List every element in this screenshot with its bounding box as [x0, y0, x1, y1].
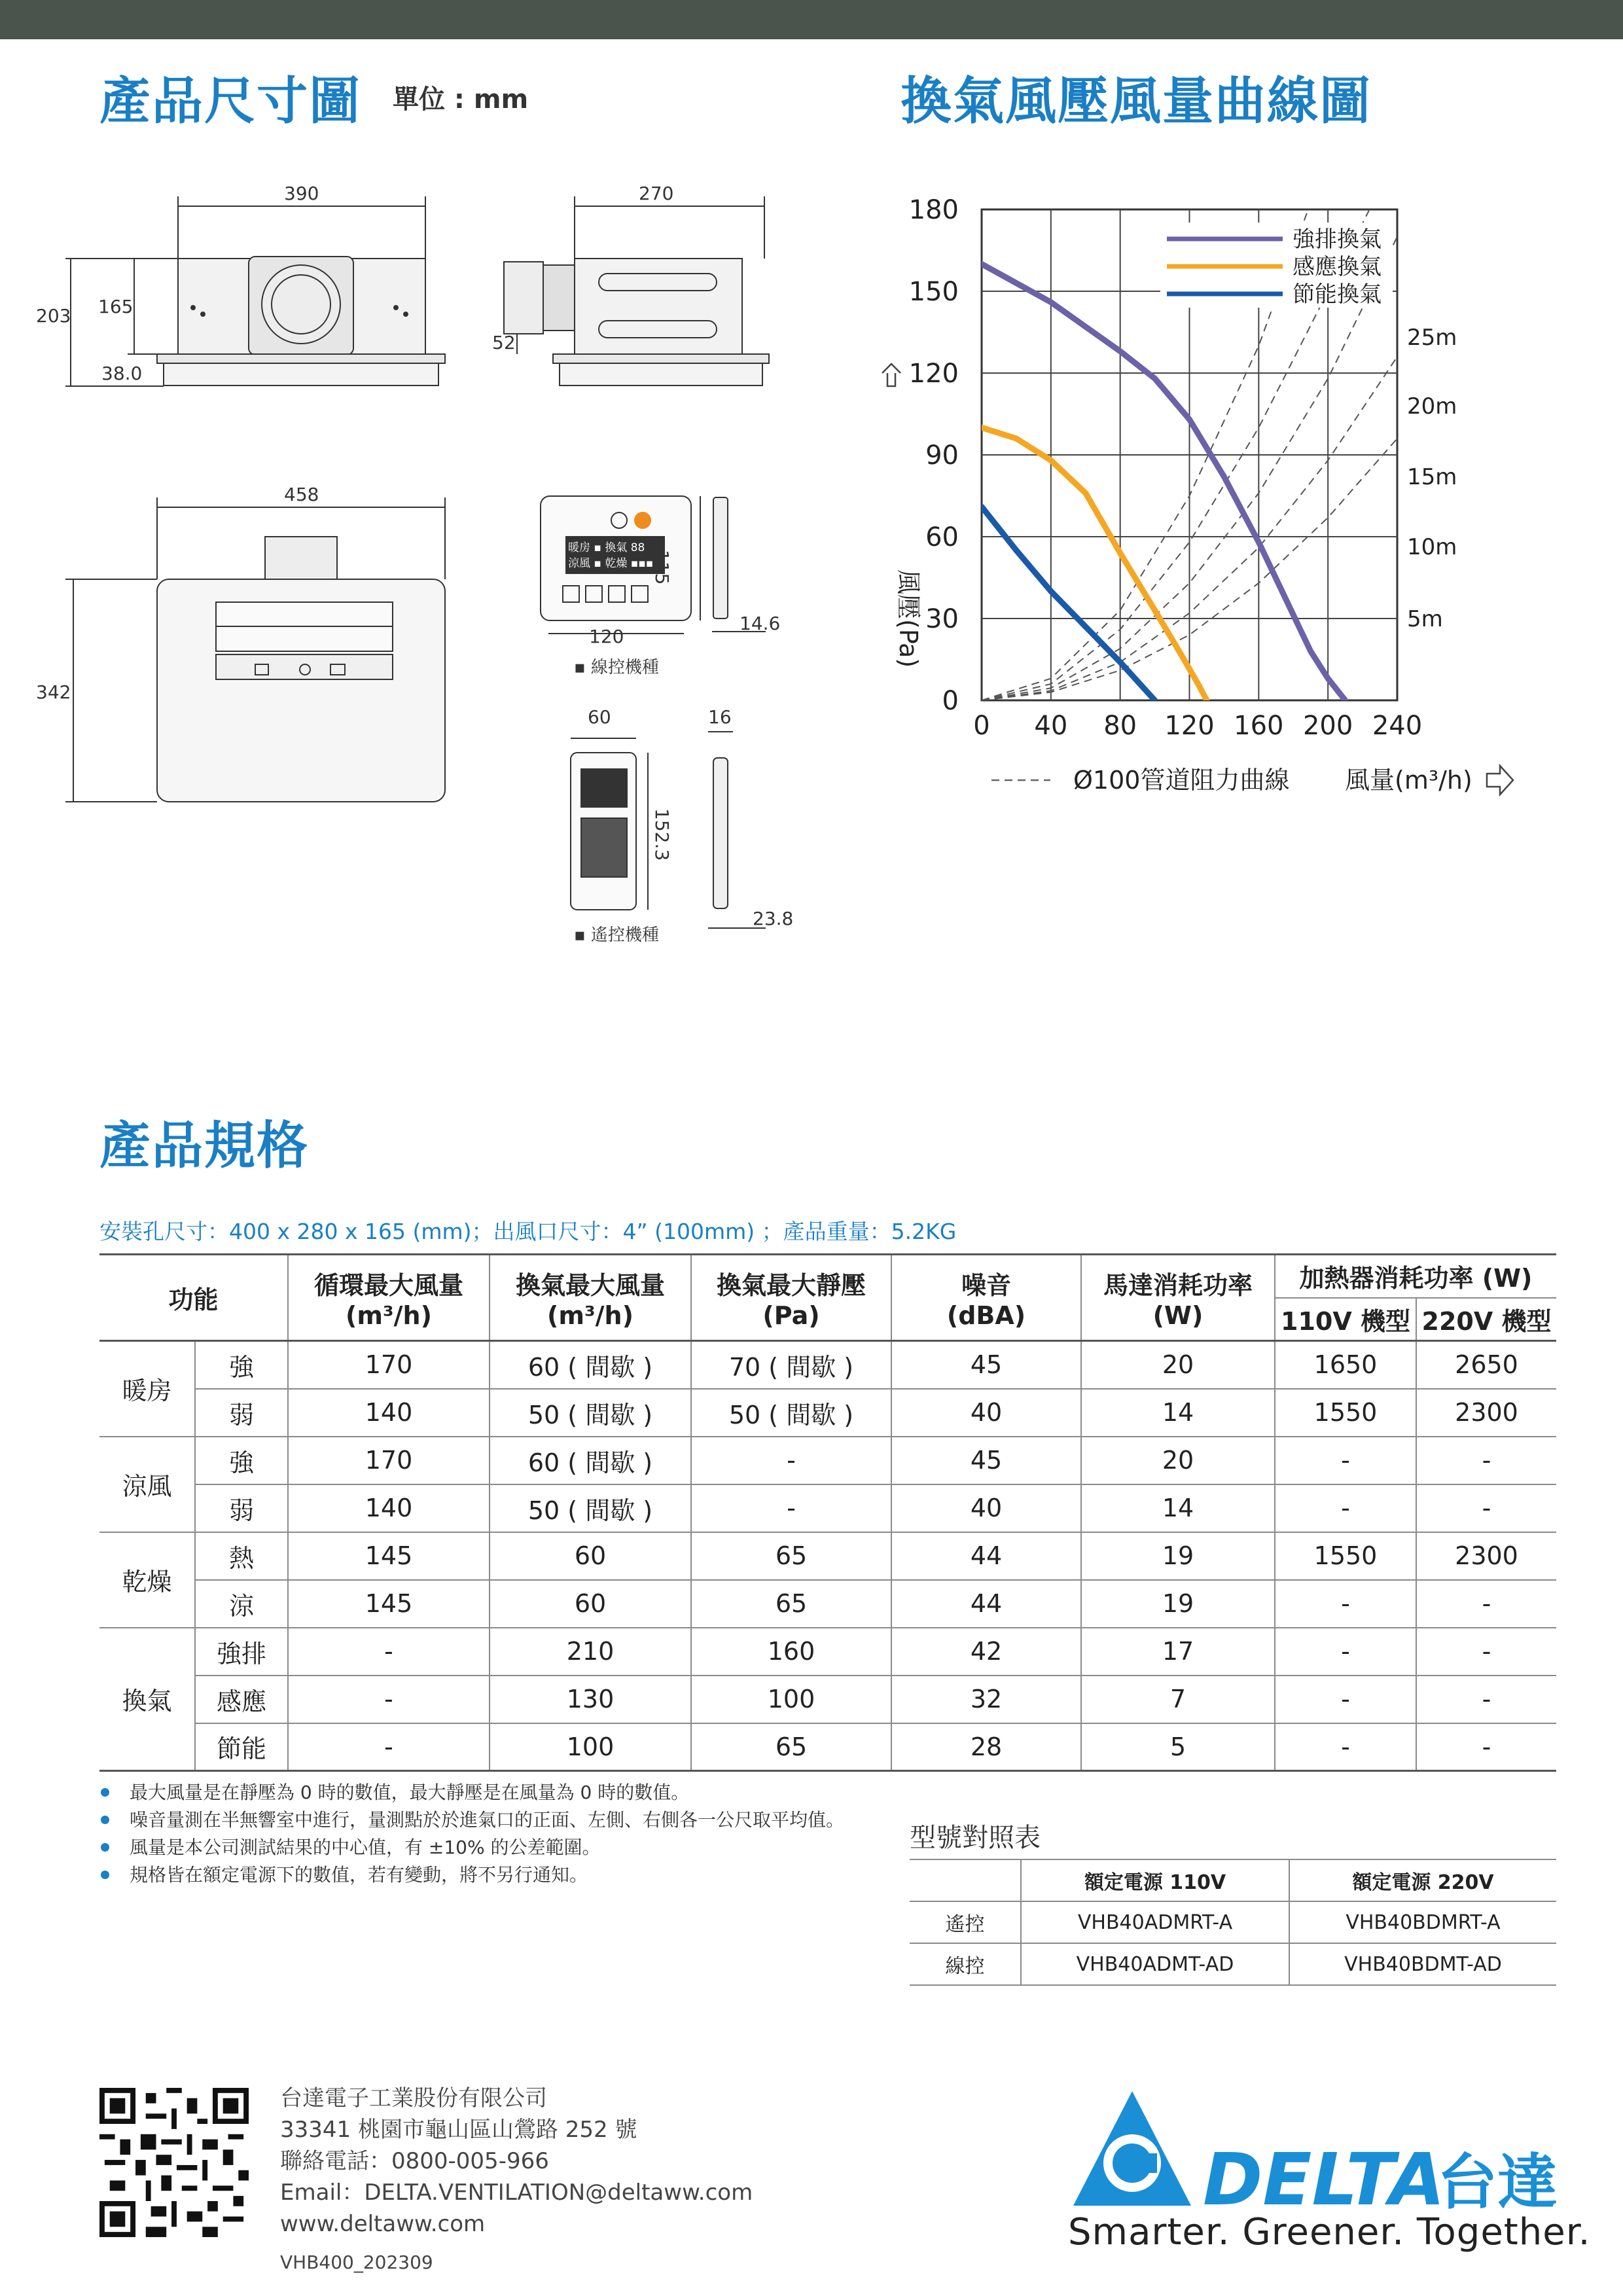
cell-static: 65 — [691, 1580, 891, 1628]
cell-motor: 7 — [1081, 1676, 1275, 1723]
cell-vent: 210 — [490, 1628, 691, 1676]
table-row — [99, 1676, 1556, 1723]
legend-label: 節能換氣 — [1293, 281, 1382, 308]
legend-label: 強排換氣 — [1293, 226, 1382, 253]
dim-203: 203 — [36, 305, 71, 327]
group-label: 暖房 — [99, 1341, 195, 1437]
dim-270: 270 — [639, 183, 674, 204]
cell-circ: 145 — [288, 1532, 490, 1580]
cell-h220: - — [1416, 1437, 1556, 1484]
cell-mode: 節能 — [195, 1723, 288, 1771]
dim-16: 16 — [708, 706, 732, 728]
table-row — [99, 1437, 1556, 1484]
cell-vent: 130 — [490, 1676, 691, 1723]
dim-23-8: 23.8 — [753, 908, 794, 929]
dim-390: 390 — [284, 183, 319, 204]
cell-h220: - — [1416, 1723, 1556, 1771]
dim-52: 52 — [492, 332, 516, 353]
dimensions-title: 產品尺寸圖 — [99, 72, 362, 131]
cell-mode: 強 — [195, 1437, 288, 1484]
note-4: 規格皆在額定電源下的數值，若有變動，將不另行通知。 — [99, 1861, 844, 1889]
cell-vent: 50 ( 間歇 ) — [490, 1389, 691, 1437]
th-vent: 換氣最大風量 (m³/h) — [490, 1255, 691, 1341]
table-row — [99, 1484, 1556, 1532]
th-noise: 噪音 (dBA) — [891, 1255, 1081, 1341]
cell-h110: - — [1275, 1676, 1416, 1723]
cell-h220: - — [1416, 1580, 1556, 1628]
cell-h220: 2650 — [1416, 1341, 1556, 1389]
y-tick-label: 0 — [942, 686, 959, 716]
x-tick-label: 200 — [1302, 711, 1353, 741]
unit-label: 單位 : mm — [393, 84, 529, 115]
company-name: 台達電子工業股份有限公司 — [280, 2085, 547, 2111]
top-bar — [0, 0, 1623, 39]
th-220: 220V 機型 — [1416, 1298, 1556, 1341]
dim-165: 165 — [98, 296, 134, 317]
cell-motor: 17 — [1081, 1628, 1275, 1676]
series-line-0 — [982, 264, 1346, 700]
cell-vent: 60 — [490, 1532, 691, 1580]
x-tick-label: 240 — [1372, 711, 1423, 741]
group-label: 換氣 — [99, 1628, 195, 1771]
note-3: 風量是本公司測試結果的中心值，有 ±10% 的公差範圍。 — [99, 1834, 844, 1861]
cell-h110: 1550 — [1275, 1389, 1416, 1437]
cell-motor: 14 — [1081, 1484, 1275, 1532]
cell-motor: 19 — [1081, 1580, 1275, 1628]
resistance-legend-label: Ø100管道阻力曲線 — [1073, 766, 1290, 795]
th-110: 110V 機型 — [1275, 1298, 1416, 1341]
th-circ: 循環最大風量 (m³/h) — [288, 1255, 490, 1341]
cell-static: 65 — [691, 1532, 891, 1580]
resistance-label: 5m — [1407, 606, 1443, 632]
cell-vent: 60 ( 間歇 ) — [490, 1437, 691, 1484]
dim-120: 120 — [589, 626, 624, 647]
cell-h110: 1650 — [1275, 1341, 1416, 1389]
curve-title: 換氣風壓風量曲線圖 — [901, 72, 1372, 131]
wired-label: ▪ 線控機種 — [574, 658, 659, 677]
y-tick-label: 150 — [908, 277, 959, 307]
cell-circ: 170 — [288, 1341, 490, 1389]
cell-circ: - — [288, 1628, 490, 1676]
chart-y-label: 風壓(Pa) — [894, 569, 923, 668]
cell-static: 65 — [691, 1723, 891, 1771]
x-tick-label: 40 — [1034, 711, 1068, 741]
cell-motor: 14 — [1081, 1389, 1275, 1437]
cell-circ: - — [288, 1676, 490, 1723]
dim-115: 115 — [651, 550, 673, 585]
th-function: 功能 — [99, 1255, 288, 1341]
cell-circ: 140 — [288, 1389, 490, 1437]
group-label: 乾燥 — [99, 1532, 195, 1628]
x-tick-label: 0 — [973, 711, 990, 741]
doc-code: VHB400_202309 — [280, 2251, 433, 2273]
model-row: 線控 VHB40ADMT-AD VHB40BDMT-AD — [910, 1943, 1556, 1985]
cell-vent: 60 ( 間歇 ) — [490, 1341, 691, 1389]
cell-noise: 40 — [891, 1484, 1081, 1532]
cell-motor: 19 — [1081, 1532, 1275, 1580]
cell-static: 160 — [691, 1628, 891, 1676]
cell-noise: 40 — [891, 1389, 1081, 1437]
company-web: www.deltaww.com — [280, 2211, 486, 2237]
cell-circ: 170 — [288, 1437, 490, 1484]
dim-38: 38.0 — [101, 363, 143, 384]
cell-h110: 1550 — [1275, 1532, 1416, 1580]
chart-x-label: 風量(m³/h) — [1345, 766, 1472, 795]
y-tick-label: 180 — [908, 195, 959, 225]
cell-noise: 44 — [891, 1580, 1081, 1628]
y-tick-label: 120 — [908, 359, 959, 389]
cell-mode: 弱 — [195, 1484, 288, 1532]
dim-14-6: 14.6 — [740, 613, 781, 634]
qr-code-icon — [99, 2088, 249, 2237]
cell-vent: 60 — [490, 1580, 691, 1628]
cell-h220: 2300 — [1416, 1389, 1556, 1437]
model-col-220: 額定電源 220V — [1289, 1859, 1556, 1901]
model-title: 型號對照表 — [910, 1823, 1041, 1853]
model-table — [910, 1859, 1556, 1986]
cell-h110: - — [1275, 1628, 1416, 1676]
th-static: 換氣最大靜壓 (Pa) — [691, 1255, 891, 1341]
cell-mode: 強排 — [195, 1628, 288, 1676]
cell-static: - — [691, 1437, 891, 1484]
spec-notes — [99, 1779, 844, 1889]
cell-mode: 強 — [195, 1341, 288, 1389]
cell-mode: 弱 — [195, 1389, 288, 1437]
cell-noise: 45 — [891, 1341, 1081, 1389]
company-address: 33341 桃園市龜山區山鶯路 252 號 — [280, 2117, 637, 2143]
table-row — [99, 1723, 1556, 1771]
install-line: 安裝孔尺寸：400 x 280 x 165 (mm)；出風口尺寸：4” (100mm) ；產品重量：5.2KG — [99, 1219, 957, 1244]
y-axis-arrow-icon — [882, 364, 901, 386]
footer-info — [280, 2083, 753, 2240]
brand-slogan: Smarter. Greener. Together. — [1068, 2211, 1591, 2253]
note-1: 最大風量是在靜壓為 0 時的數值，最大靜壓是在風量為 0 時的數值。 — [99, 1779, 844, 1806]
spec-title: 產品規格 — [99, 1117, 310, 1175]
cell-static: 50 ( 間歇 ) — [691, 1389, 891, 1437]
series-line-1 — [982, 427, 1207, 700]
cell-h110: - — [1275, 1723, 1416, 1771]
cell-mode: 涼 — [195, 1580, 288, 1628]
spec-table — [99, 1253, 1556, 1772]
table-row — [99, 1341, 1556, 1389]
cell-motor: 20 — [1081, 1437, 1275, 1484]
cell-circ: 140 — [288, 1484, 490, 1532]
th-heater: 加熱器消耗功率 (W) — [1275, 1255, 1556, 1298]
company-phone: 聯絡電話：0800-005-966 — [280, 2148, 549, 2174]
cell-vent: 100 — [490, 1723, 691, 1771]
table-row — [99, 1389, 1556, 1437]
cell-noise: 42 — [891, 1628, 1081, 1676]
panel-text-2: 涼風 ▪ 乾燥 ▪▪▪ — [568, 557, 654, 570]
cell-noise: 32 — [891, 1676, 1081, 1723]
remote-label: ▪ 遙控機種 — [574, 925, 659, 945]
dimension-drawings — [0, 157, 851, 962]
cell-vent: 50 ( 間歇 ) — [490, 1484, 691, 1532]
cell-noise: 28 — [891, 1723, 1081, 1771]
cell-static: - — [691, 1484, 891, 1532]
pressure-flow-chart — [851, 177, 1623, 825]
y-tick-label: 60 — [925, 522, 959, 552]
x-tick-label: 80 — [1103, 711, 1137, 741]
dim-152-3: 152.3 — [651, 808, 673, 861]
group-label: 涼風 — [99, 1437, 195, 1532]
cell-mode: 感應 — [195, 1676, 288, 1723]
cell-motor: 20 — [1081, 1341, 1275, 1389]
cell-h220: 2300 — [1416, 1532, 1556, 1580]
note-2: 噪音量測在半無響室中進行，量測點於於進氣口的正面、左側、右側各一公尺取平均值。 — [99, 1806, 844, 1834]
cell-noise: 44 — [891, 1532, 1081, 1580]
company-email: Email：DELTA.VENTILATION@deltaww.com — [280, 2179, 753, 2206]
model-row: 遙控 VHB40ADMRT-A VHB40BDMRT-A — [910, 1901, 1556, 1943]
x-tick-label: 120 — [1164, 711, 1215, 741]
cell-h110: - — [1275, 1580, 1416, 1628]
legend-label: 感應換氣 — [1293, 254, 1382, 280]
x-tick-label: 160 — [1234, 711, 1284, 741]
resistance-label: 10m — [1407, 534, 1457, 560]
table-row — [99, 1532, 1556, 1580]
cell-circ: 145 — [288, 1580, 490, 1628]
resistance-label: 20m — [1407, 393, 1457, 420]
th-motor: 馬達消耗功率 (W) — [1081, 1255, 1275, 1341]
panel-text-1: 暖房 ▪ 換氣 88 — [568, 541, 645, 554]
series-line-2 — [982, 507, 1155, 700]
resistance-label: 15m — [1407, 464, 1457, 490]
resistance-label: 25m — [1407, 325, 1457, 351]
dim-60: 60 — [588, 706, 611, 728]
x-axis-arrow-icon — [1487, 766, 1513, 795]
table-row — [99, 1628, 1556, 1676]
brand-name: DELTA — [1203, 2138, 1445, 2221]
table-row — [99, 1580, 1556, 1628]
model-col-110: 額定電源 110V — [1021, 1859, 1289, 1901]
cell-static: 100 — [691, 1676, 891, 1723]
y-tick-label: 90 — [925, 440, 959, 471]
cell-h220: - — [1416, 1484, 1556, 1532]
cell-noise: 45 — [891, 1437, 1081, 1484]
cell-h110: - — [1275, 1484, 1416, 1532]
cell-circ: - — [288, 1723, 490, 1771]
cell-motor: 5 — [1081, 1723, 1275, 1771]
y-tick-label: 30 — [925, 604, 959, 634]
dim-458: 458 — [284, 484, 319, 505]
cell-static: 70 ( 間歇 ) — [691, 1341, 891, 1389]
cell-h220: - — [1416, 1676, 1556, 1723]
cell-h110: - — [1275, 1437, 1416, 1484]
cell-mode: 熱 — [195, 1532, 288, 1580]
brand-name-cn: 台達 — [1437, 2147, 1558, 2217]
dim-342: 342 — [36, 681, 71, 703]
cell-h220: - — [1416, 1628, 1556, 1676]
